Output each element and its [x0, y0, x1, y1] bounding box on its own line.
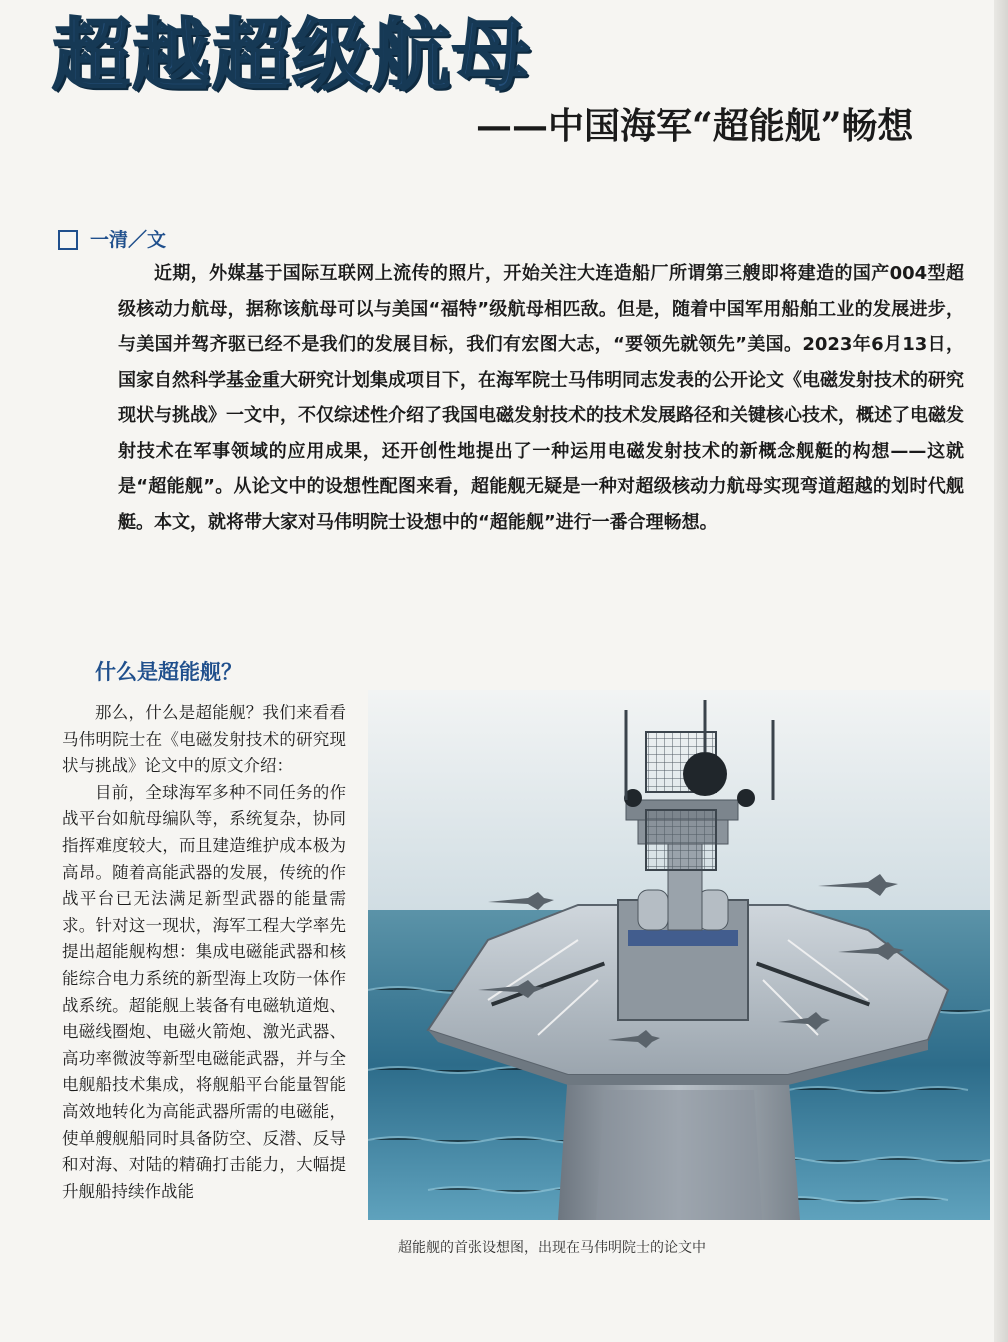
square-bullet-icon	[58, 230, 78, 250]
body-column	[62, 700, 346, 1205]
figure-caption: 超能舰的首张设想图，出现在马伟明院士的论文中	[398, 1240, 706, 1256]
section-heading: 什么是超能舰？	[95, 660, 242, 684]
byline	[58, 226, 166, 254]
article-title: 超越超级航母	[52, 11, 533, 101]
byline-text: 一清／文	[90, 229, 167, 251]
body-paragraph: 那么，什么是超能舰？我们来看看马伟明院士在《电磁发射技术的研究现状与挑战》论文中的原文介绍：	[62, 703, 346, 776]
ship-concept-image	[368, 690, 990, 1220]
intro-paragraph: 近期，外媒基于国际互联网上流传的照片，开始关注大连造船厂所谓第三艘即将建造的国产004型超级核动力航母，据称该航母可以与美国“福特”级航母相匹敌。但是，随着中国军用船舶工业的发展进步，与美国并驾齐驱已经不是我们的发展目标，我们有宏图大志，“要领先就领先”美国。2023年6月13日，国家自然科学基金重大研究计划集成项目下，在海军院士马伟明同志发表的公开论文《电磁发射技术的研究现状与挑战》一文中，不仅综述性介绍了我国电磁发射技术的技术发展路径和关键核心技术，概述了电磁发射技术在军事领域的应用成果，还开创性地提出了一种运用电磁发射技术的新概念舰艇的构想——这就是“超能舰”。从论文中的设想性配图来看，超能舰无疑是一种对超级核动力航母实现弯道超越的划时代舰艇。本文，就将带大家对马伟明院士设想中的“超能舰”进行一番合理畅想。	[118, 263, 964, 533]
article-subtitle: ——中国海军“超能舰”畅想	[476, 105, 914, 147]
body-paragraph: 目前，全球海军多种不同任务的作战平台如航母编队等，系统复杂，协同指挥难度较大，而且建造维护成本极为高昂。随着高能武器的发展，传统的作战平台已无法满足新型武器的能量需求。针对这一现状，海军工程大学率先提出超能舰构想：集成电磁能武器和核能综合电力系统的新型海上攻防一体作战系统。超能舰上装备有电磁轨道炮、电磁线圈炮、电磁火箭炮、激光武器、高功率微波等新型电磁能武器，并与全电舰船技术集成，将舰船平台能量智能高效地转化为高能武器所需的电磁能，使单艘舰船同时具备防空、反潜、反导和对海、对陆的精确打击能力，大幅提升舰船持续作战能	[62, 782, 346, 1201]
page-edge	[994, 0, 1008, 1342]
